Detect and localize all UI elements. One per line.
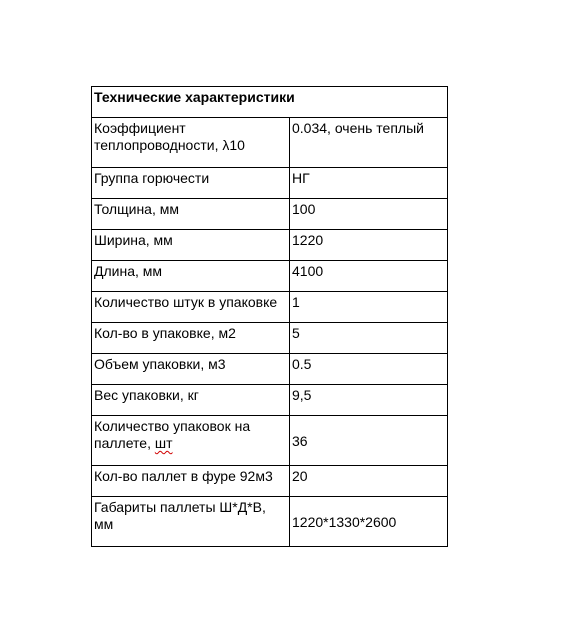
spec-value: 36	[290, 416, 448, 466]
specifications-table	[91, 86, 448, 547]
spec-value: 5	[290, 323, 448, 354]
spellcheck-underlined-word: шт	[154, 435, 173, 451]
spec-label: Толщина, мм	[92, 199, 290, 230]
table-row	[92, 168, 448, 199]
spec-label: Габариты паллеты Ш*Д*В, мм	[92, 497, 290, 547]
spec-value: 0.5	[290, 354, 448, 385]
spec-value: 9,5	[290, 385, 448, 416]
spec-value: 4100	[290, 261, 448, 292]
spec-value: 100	[290, 199, 448, 230]
spec-label: Объем упаковки, м3	[92, 354, 290, 385]
spec-value: 1220	[290, 230, 448, 261]
table-row	[92, 497, 448, 547]
spec-value: 0.034, очень теплый	[290, 118, 448, 168]
table-row	[92, 261, 448, 292]
table-row	[92, 385, 448, 416]
table-row	[92, 416, 448, 466]
spec-label: Количество штук в упаковке	[92, 292, 290, 323]
spec-value: 1220*1330*2600	[290, 497, 448, 547]
spec-value: 20	[290, 466, 448, 497]
spec-label: Коэффициент теплопроводности, λ10	[92, 118, 290, 168]
spec-label: Кол-во паллет в фуре 92м3	[92, 466, 290, 497]
spec-label: Ширина, мм	[92, 230, 290, 261]
spec-label	[92, 416, 290, 466]
table-row	[92, 118, 448, 168]
spec-value: 1	[290, 292, 448, 323]
table-row	[92, 323, 448, 354]
spec-label: Группа горючести	[92, 168, 290, 199]
table-row	[92, 199, 448, 230]
spec-label-text: Количество упаковок на паллете,	[94, 418, 251, 451]
table-row	[92, 466, 448, 497]
table-header-row	[92, 87, 448, 118]
spec-label: Кол-во в упаковке, м2	[92, 323, 290, 354]
table-row	[92, 354, 448, 385]
spec-value: НГ	[290, 168, 448, 199]
table-title: Технические характеристики	[92, 87, 448, 118]
table-row	[92, 292, 448, 323]
table-row	[92, 230, 448, 261]
spec-label: Длина, мм	[92, 261, 290, 292]
spec-label: Вес упаковки, кг	[92, 385, 290, 416]
